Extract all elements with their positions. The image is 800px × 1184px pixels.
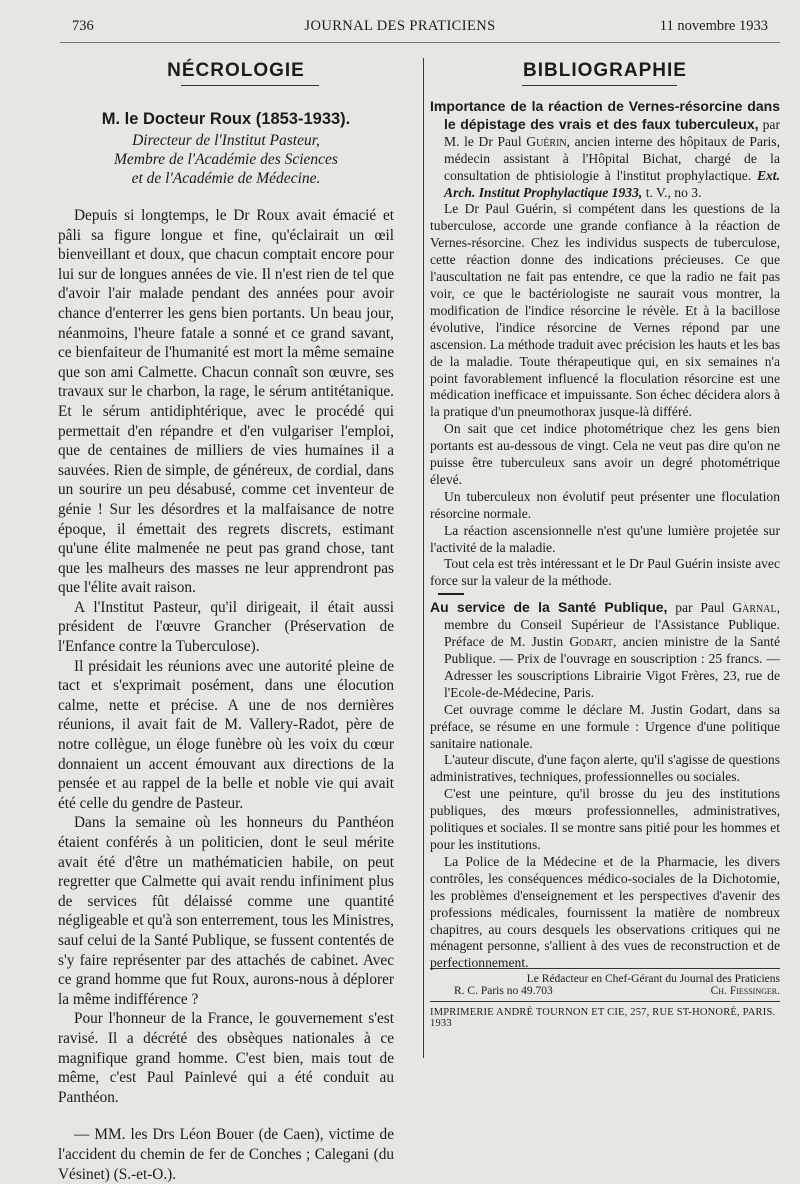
rc-number: R. C. Paris no 49.703 xyxy=(454,985,553,997)
entry-title: Importance de la réaction de Vernes-résorcine dans le dépistage des vrais et des faux tuberculeux, xyxy=(430,98,780,132)
necrologie-column xyxy=(58,56,394,1184)
review-paragraph: L'auteur discute, d'une façon alerte, qu'il s'agisse de questions administratives, techniques, professionnelles ou sociales. xyxy=(430,752,780,785)
obituary-subtitle: Membre de l'Académie des Sciences xyxy=(114,151,338,168)
printer-name: IMPRIMERIE ANDRÉ TOURNON ET CIE, 257, RUE ST-HONORÉ, PARIS. xyxy=(430,1007,776,1018)
footer-rule xyxy=(430,1001,780,1002)
heading-underline xyxy=(181,85,319,86)
issue-date: 11 novembre 1933 xyxy=(659,18,768,34)
obituary-paragraph: Depuis si longtemps, le Dr Roux avait émacié et pâli sa figure longue et fine, qu'éclairait un œil bienveillant et doux, que chacun comptait encore pour lui sur de longues années de vie. Il n'est rien de tel que d'avoir l'air malade pendant des années pour avoir chance d'enterrer les gens bien portants. Un beau jour, néanmoins, l'heure fatale a sonné et ce grand savant, ce bienfaiteur de l'humanité est mort la même semaine que son ami Calmette. Chacun connaît son œuvre, ses travaux sur le charbon, la rage, le sérum antitétanique. Et le sérum antidiphtérique, avec le procédé qui permettait d'en répandre et d'en vulgariser l'emploi, que de centaines de milliers de vies humaines il a sauvées. Rien de simple, de généreux, de cordial, dans un sourire un peu désabusé, comme cet inventeur de génie ! Sur les désordres et la malfaisance de notre époque, il émettait des regrets discrets, estimant qu'une élite malmenée ne peut pas grand chose, tant que les malheurs des masses ne leur apprendront pas que l'élite avait raison. xyxy=(58,207,394,597)
entry-author: Garnal xyxy=(732,600,777,616)
obituary-paragraph: Il présidait les réunions avec une autorité pleine de tact et s'exprimait posément, dans une élocution calme, nette et précise. A une de nos dernières réunions, il avait fait de M. Vallery-Radot, père de notre collègue, un éloge funèbre où les voix du cœur donnaient un accent émouvant aux directions de la pensée et au rappel de la belle et noble vie qui avait été celle du gendre de Pasteur. xyxy=(58,657,394,812)
editor-line: Le Rédacteur en Chef-Gérant du Journal des Praticiens xyxy=(526,973,780,985)
obituary-subtitle: Directeur de l'Institut Pasteur, xyxy=(132,132,320,149)
bibliography-entry xyxy=(430,599,780,701)
review-paragraph: Le Dr Paul Guérin, si compétent dans les questions de la tuberculose, accorde une grande confiance à la réaction de Vernes-résorcine. Chez les individus suspects de tuberculose, cette réaction donne des indications précieuses. Ce que l'auscultation ne fait pas entendre, ce que la radio ne fait pas voir, ce que le bactériologiste ne saurait vous montrer, la modification de l'indice résorcine le révèle. Et à la bacillose évolutive, l'indice résorcine de Vernes répond par une ascension. La méthode traduit avec précision les hauts et les bas de la maladie. Toute thérapeutique qui, en six semaines n'a point favorablement influencé la floculation résorcine est une médication inefficace et impuissante. Son échec décidera alors à la pratique d'un pneumothorax jusque-là différé. xyxy=(430,201,780,420)
entry-by: par Paul xyxy=(675,600,725,616)
printer-year: 1933 xyxy=(430,1018,452,1029)
bibliography-entry xyxy=(430,98,780,201)
review-paragraph: Un tuberculeux non évolutif peut présenter une floculation résorcine normale. xyxy=(430,488,780,521)
entry-reference: t. V., no 3. xyxy=(645,184,702,200)
editor-name: Ch. Fiessinger. xyxy=(710,985,780,997)
obituary-paragraph: Pour l'honneur de la France, le gouvernement s'est ravisé. Il a décrété des obsèques nationales à ce magnifique grand homme. C'est bien, mais tout de même, c'est Paul Painlevé qui a été conduit au Panthéon. xyxy=(58,1010,394,1106)
registration-line xyxy=(430,985,780,997)
bibliographie-heading: BIBLIOGRAPHIE xyxy=(523,60,687,81)
obituary-subtitle: et de l'Académie de Médecine. xyxy=(131,170,321,187)
review-paragraph: Cet ouvrage comme le déclare M. Justin Godart, dans sa préface, se résume en une formule : Urgence d'une politique sanitaire nationale. xyxy=(430,701,780,751)
entry-description: , ancien interne des hôpitaux de Paris, médecin assistant à l'Hôpital Bichat, chargé de la consultation de phtisiologie à l'institut prophylactique. xyxy=(444,133,780,183)
necrologie-heading: NÉCROLOGIE xyxy=(167,60,305,81)
column-divider xyxy=(423,58,424,1058)
page-header xyxy=(0,18,800,40)
printer-line xyxy=(430,1007,780,1029)
entry-author: Guérin xyxy=(526,133,567,149)
entry-source: Ext. Arch. Institut Prophylactique 1933, xyxy=(444,167,780,200)
entry-by: par M. le Dr Paul xyxy=(444,116,780,149)
review-paragraph: La Police de la Médecine et de la Pharmacie, les divers contrôles, les conséquences médico-sociales de la Dichotomie, les problèmes d'enseignement et les perspectives d'avenir des professions médicales, fournissent la matière de nombreux chapitres, au cours desquels les observations critiques qui ne ménagent personne, s'allient à des vues de reconstruction et de perfectionnement. xyxy=(430,853,780,971)
heading-underline xyxy=(522,85,677,86)
review-paragraph: Tout cela est très intéressant et le Dr Paul Guérin insiste avec force sur la valeur de la méthode. xyxy=(430,556,780,589)
page-number: 736 xyxy=(72,18,94,34)
entry-description: , membre du Conseil Supérieur de l'Assistance Publique. Préface de M. Justin xyxy=(444,600,780,650)
review-paragraph: La réaction ascensionnelle n'est qu'une lumière projetée sur l'activité de la maladie. xyxy=(430,522,780,555)
footer-rule xyxy=(430,968,780,969)
entry-description-2: , ancien ministre de la Santé Publique. — Prix de l'ouvrage en souscription : 25 francs. — Adresser les souscriptions Librairie Vigot Frères, 23, rue de l'Ecole-de-Médecine, Paris. xyxy=(444,634,780,700)
bibliographie-column xyxy=(430,56,780,972)
entry-separator xyxy=(438,593,464,595)
page-footer xyxy=(430,968,780,1029)
preface-author: Godart xyxy=(569,634,614,650)
review-paragraph: C'est une peinture, qu'il brosse du jeu des institutions publiques, des mœurs professionnelles, administratives, politiques et sociales. Il se montre sans pitié pour les hommes et pour les institutions. xyxy=(430,786,780,852)
journal-title: JOURNAL DES PRATICIENS xyxy=(304,18,496,34)
review-paragraph: On sait que cet indice photométrique chez les gens bien portants est au-dessous de vingt. Cela ne veut pas dire qu'on ne puisse être tuberculeux sans avoir un degré photométrique élevé. xyxy=(430,421,780,487)
obituary-paragraph: Dans la semaine où les honneurs du Panthéon étaient conférés à un politicien, dont le seul mérite avait été d'être un mathématicien habile, on peut regretter que Calmette qui avait rendu infiniment plus de services fût délaissé comme une quantité négligeable et qu'à son enterrement, tous les Ministres, sauf celui de la Santé Publique, se fussent contentés de s'y faire représenter par des attachés de cabinet. Avec ce grand homme que fut Roux, aurons-nous à déplorer la même indifférence ? xyxy=(58,814,394,1008)
entry-title: Au service de la Santé Publique, xyxy=(430,599,668,616)
header-rule xyxy=(60,42,780,43)
obituary-paragraph: A l'Institut Pasteur, qu'il dirigeait, il était aussi président de l'œuvre Grancher (Préservation de l'Enfance contre la Tuberculose). xyxy=(58,598,394,656)
obituary-final-note: — MM. les Drs Léon Bouer (de Caen), victime de l'accident du chemin de fer de Conches ; Calegani (du Vésinet) (S.-et-O.). xyxy=(58,1126,394,1183)
obituary-name: M. le Docteur Roux (1853-1933). xyxy=(101,110,351,128)
